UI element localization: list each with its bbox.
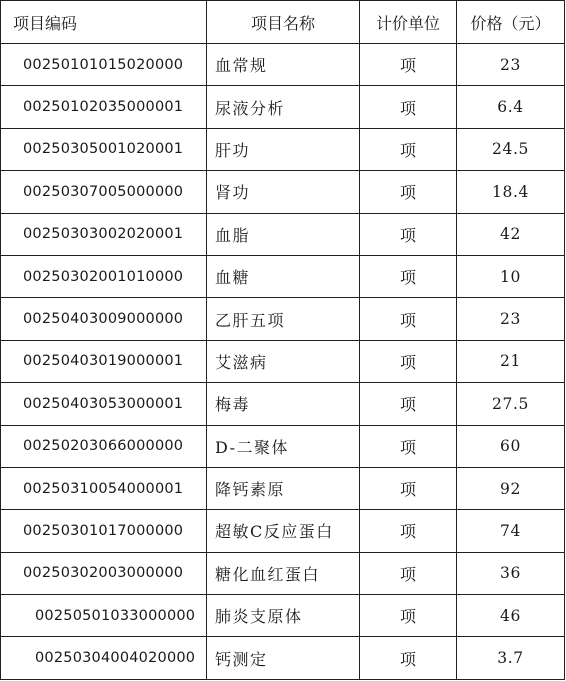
cell-name: 血脂 <box>207 213 360 255</box>
cell-code: 00250302001010000 <box>1 255 207 297</box>
cell-code: 00250301017000000 <box>1 510 207 552</box>
header-row <box>1 1 565 44</box>
cell-unit: 项 <box>360 383 457 425</box>
cell-unit: 项 <box>360 637 457 679</box>
cell-unit: 项 <box>360 255 457 297</box>
cell-unit: 项 <box>360 86 457 128</box>
cell-price: 46 <box>457 595 565 637</box>
header-code: 项目编码 <box>1 1 207 44</box>
cell-code: 00250102035000001 <box>1 86 207 128</box>
cell-name: 梅毒 <box>207 383 360 425</box>
cell-unit: 项 <box>360 213 457 255</box>
cell-price: 18.4 <box>457 171 565 213</box>
cell-unit: 项 <box>360 298 457 340</box>
table-row <box>1 298 565 340</box>
cell-price: 42 <box>457 213 565 255</box>
cell-code: 00250501033000000 <box>1 595 207 637</box>
cell-code: 00250403019000001 <box>1 340 207 382</box>
cell-price: 24.5 <box>457 128 565 170</box>
cell-code: 00250304004020000 <box>1 637 207 679</box>
table-row <box>1 86 565 128</box>
cell-name: 肝功 <box>207 128 360 170</box>
cell-name: 血糖 <box>207 255 360 297</box>
cell-name: 血常规 <box>207 44 360 86</box>
cell-unit: 项 <box>360 44 457 86</box>
cell-name: 肾功 <box>207 171 360 213</box>
cell-price: 10 <box>457 255 565 297</box>
cell-unit: 项 <box>360 425 457 467</box>
cell-unit: 项 <box>360 552 457 594</box>
cell-name: 糖化血红蛋白 <box>207 552 360 594</box>
cell-name: 肺炎支原体 <box>207 595 360 637</box>
cell-code: 00250310054000001 <box>1 467 207 509</box>
cell-name: 钙测定 <box>207 637 360 679</box>
table-row <box>1 255 565 297</box>
table-row <box>1 510 565 552</box>
cell-price: 23 <box>457 298 565 340</box>
table-row <box>1 44 565 86</box>
cell-unit: 项 <box>360 595 457 637</box>
header-name: 项目名称 <box>207 1 360 44</box>
cell-price: 36 <box>457 552 565 594</box>
cell-unit: 项 <box>360 128 457 170</box>
cell-price: 92 <box>457 467 565 509</box>
cell-unit: 项 <box>360 340 457 382</box>
cell-code: 00250307005000000 <box>1 171 207 213</box>
cell-code: 00250403053000001 <box>1 383 207 425</box>
cell-code: 00250305001020001 <box>1 128 207 170</box>
cell-code: 00250302003000000 <box>1 552 207 594</box>
cell-name: 乙肝五项 <box>207 298 360 340</box>
cell-price: 23 <box>457 44 565 86</box>
cell-name: D-二聚体 <box>207 425 360 467</box>
table-body <box>1 44 565 680</box>
header-price: 价格（元） <box>457 1 565 44</box>
table-row <box>1 383 565 425</box>
table-row <box>1 552 565 594</box>
cell-name: 降钙素原 <box>207 467 360 509</box>
cell-unit: 项 <box>360 171 457 213</box>
cell-price: 6.4 <box>457 86 565 128</box>
cell-code: 00250303002020001 <box>1 213 207 255</box>
table-row <box>1 128 565 170</box>
table-row <box>1 340 565 382</box>
cell-price: 21 <box>457 340 565 382</box>
cell-code: 00250403009000000 <box>1 298 207 340</box>
table-row <box>1 467 565 509</box>
cell-name: 艾滋病 <box>207 340 360 382</box>
table-row <box>1 637 565 679</box>
cell-name: 尿液分析 <box>207 86 360 128</box>
cell-price: 74 <box>457 510 565 552</box>
cell-price: 27.5 <box>457 383 565 425</box>
table-header <box>1 1 565 44</box>
cell-unit: 项 <box>360 467 457 509</box>
cell-name: 超敏C反应蛋白 <box>207 510 360 552</box>
cell-unit: 项 <box>360 510 457 552</box>
table-row <box>1 213 565 255</box>
cell-code: 00250101015020000 <box>1 44 207 86</box>
cell-code: 00250203066000000 <box>1 425 207 467</box>
table-row <box>1 595 565 637</box>
cell-price: 60 <box>457 425 565 467</box>
table-row <box>1 425 565 467</box>
cell-price: 3.7 <box>457 637 565 679</box>
table-row <box>1 171 565 213</box>
header-unit: 计价单位 <box>360 1 457 44</box>
